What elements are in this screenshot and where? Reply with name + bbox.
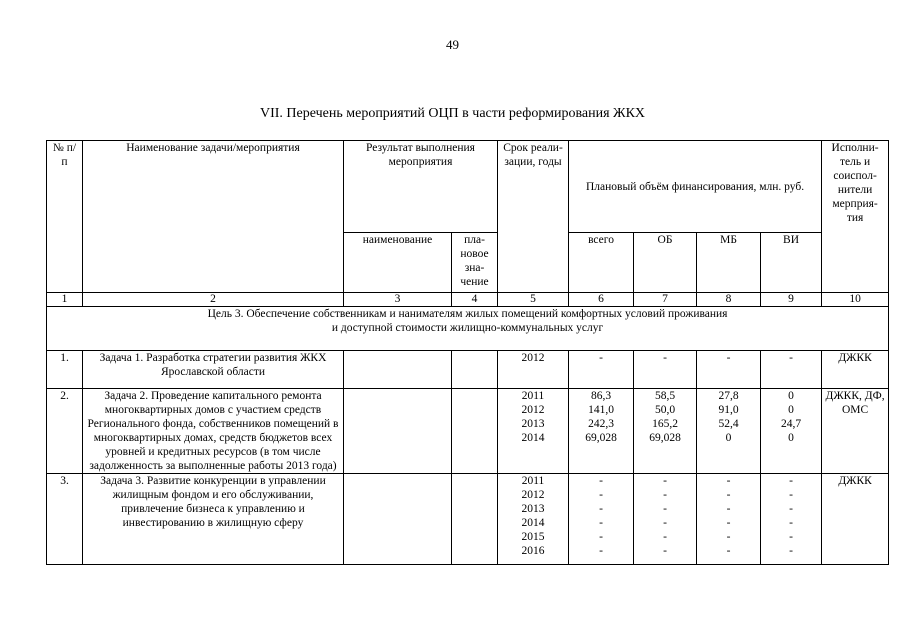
table-row [47,351,889,389]
year: 2012 [521,352,545,364]
mb-value: 0 [725,432,732,444]
mb-value: - [726,503,731,515]
header-result-plan: пла-новое зна-чение [452,233,498,293]
ob-value: 58,5 [654,390,676,402]
years-cell [498,351,569,389]
header-term: Срок реали-зации, годы [498,141,569,293]
document-title: VII. Перечень мероприятий ОЦП в части реформирования ЖКХ [259,106,646,121]
column-number: 6 [569,293,634,307]
ob-value: - [663,489,667,501]
column-number: 4 [452,293,498,307]
vi-value: - [789,475,793,487]
column-number: 5 [498,293,569,307]
table-row [47,474,889,565]
goal-cell [47,307,889,351]
mb-value: - [726,517,731,529]
ob-value: - [663,545,667,557]
vi-value: 0 [788,432,794,444]
vi-value: 0 [788,390,794,402]
mb-value: - [726,545,731,557]
goal-line-1: Цель 3. Обеспечение собственникам и нанимателям жилых помещений комфортных условий проживания [207,308,728,320]
vi-cell [761,389,822,474]
header-ob: ОБ [634,233,697,293]
mb-value: - [726,475,731,487]
years-cell [498,389,569,474]
result-plan-cell [452,389,498,474]
vi-value: - [789,489,793,501]
year: 2013 [521,503,545,515]
year: 2011 [521,475,545,487]
ob-cell [634,474,697,565]
mb-value: 27,8 [718,390,739,402]
total-value: - [599,531,603,543]
task-name: Задача 3. Развитие конкуренции в управлении жилищным фондом и его обслуживании, привлечение бизнеса к управлению и инвестированию в жилищную сферу [83,474,344,565]
vi-value: - [789,545,793,557]
vi-value: - [789,503,793,515]
header-executors: Исполни-тель и соиспол-нители мерприя-тия [822,141,889,293]
ob-value: - [663,352,667,364]
vi-value: - [789,517,793,529]
vi-value: 0 [788,404,794,416]
executor: ДЖКК, ДФ, ОМС [822,389,889,474]
total-cell [569,389,634,474]
year: 2016 [521,545,545,557]
measures-table [46,140,889,565]
year: 2013 [521,418,545,430]
header-result-name: наименование [344,233,452,293]
vi-value: 24,7 [780,418,802,430]
mb-value: 52,4 [718,418,739,430]
ob-value: 69,028 [649,432,681,444]
vi-cell [761,351,822,389]
row-num: 3. [47,474,83,565]
total-value: - [599,352,603,364]
executor: ДЖКК [822,351,889,389]
header-funding: Плановый объём финансирования, млн. руб. [569,141,822,233]
header-total: всего [569,233,634,293]
header-result: Результат выполнения мероприятия [344,141,498,233]
mb-value: - [726,531,731,543]
total-value: 69,028 [585,432,617,444]
column-number: 1 [47,293,83,307]
vi-value: - [789,352,793,364]
total-value: - [599,517,603,529]
mb-cell [697,389,761,474]
total-value: - [599,489,603,501]
row-num: 1. [47,351,83,389]
mb-value: - [726,489,731,501]
page-number: 49 [446,37,459,52]
total-value: 141,0 [588,404,614,416]
year: 2014 [521,517,545,529]
ob-value: - [663,475,667,487]
year: 2012 [521,489,545,501]
ob-value: - [663,517,667,529]
result-name-cell [344,474,452,565]
column-number: 3 [344,293,452,307]
result-plan-cell [452,474,498,565]
mb-cell [697,351,761,389]
mb-cell [697,474,761,565]
column-number: 10 [822,293,889,307]
result-name-cell [344,389,452,474]
column-number: 2 [83,293,344,307]
column-number: 9 [761,293,822,307]
table-row [47,389,889,474]
year: 2015 [521,531,545,543]
header-num: № п/п [47,141,83,293]
mb-value: - [726,352,731,364]
total-value: - [599,545,603,557]
header-mb: МБ [697,233,761,293]
total-value: 242,3 [588,418,614,430]
ob-value: - [663,531,667,543]
year: 2012 [521,404,545,416]
header-vi: ВИ [761,233,822,293]
total-value: - [599,503,603,515]
ob-value: 165,2 [652,418,678,430]
mb-value: 91,0 [718,404,739,416]
ob-cell [634,351,697,389]
goal-row [47,307,889,351]
year: 2011 [521,390,545,402]
years-cell [498,474,569,565]
result-plan-cell [452,351,498,389]
column-number: 7 [634,293,697,307]
task-name: Задача 2. Проведение капитального ремонта многоквартирных домов с участием средств Регионального фонда, собственников помещений в многоквартирных домах, средств бюджетов всех уровней и кредитных ресурсов (в том числе задолженность за выполненные работы 2013 года) [83,389,344,474]
vi-cell [761,474,822,565]
vi-value: - [789,531,793,543]
total-cell [569,474,634,565]
total-value: 86,3 [590,390,612,402]
column-number: 8 [697,293,761,307]
task-name: Задача 1. Разработка стратегии развития ЖКХ Ярославской области [83,351,344,389]
total-value: - [599,475,603,487]
result-name-cell [344,351,452,389]
header-task-name: Наименование задачи/мероприятия [83,141,344,293]
ob-value: - [663,503,667,515]
ob-cell [634,389,697,474]
row-num: 2. [47,389,83,474]
column-numbers-row [47,293,889,307]
total-cell [569,351,634,389]
ob-value: 50,0 [654,404,676,416]
goal-line-2: и доступной стоимости жилищно-коммунальных услуг [331,322,604,334]
year: 2014 [521,432,545,444]
executor: ДЖКК [822,474,889,565]
